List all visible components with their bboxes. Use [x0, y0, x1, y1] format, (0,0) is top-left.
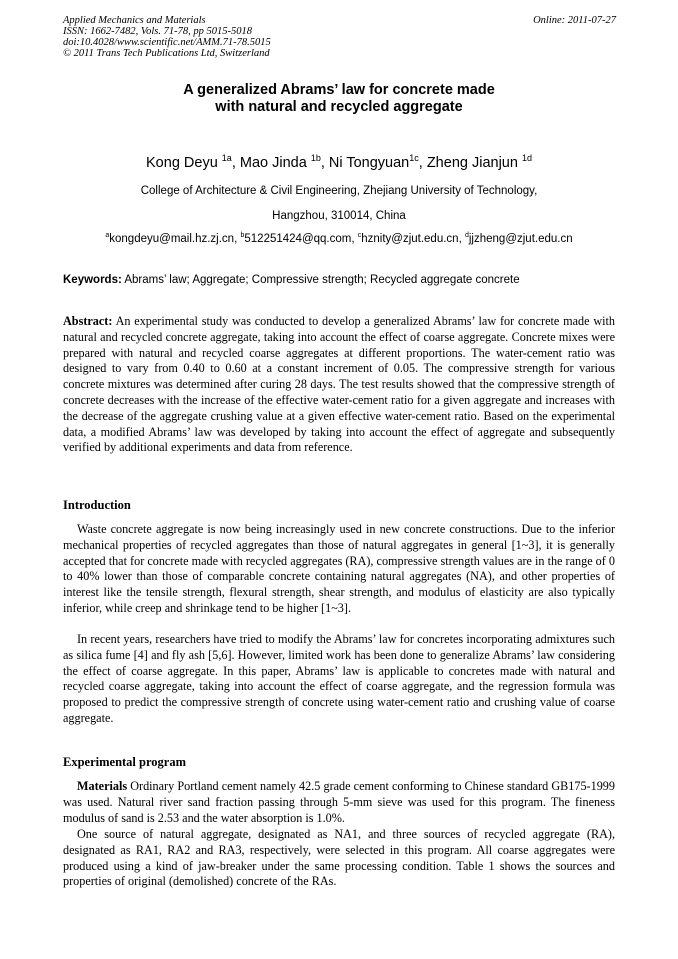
introduction-paragraph-1: Waste concrete aggregate is now being increasingly used in new concrete constructions. Due to the inferior mechanical properties of recycled aggregates than those of natural aggregates in general [1~3], it is generally accepted that for concrete made with recycled aggregates (RA), compressive strength values are in the range of 0 to 40% lower than those of comparable concrete containing natural aggregates (NA), and other properties of interest like the tensile strength, flexural strength, shear strength, and modulus of elasticity are also typically inferior, while creep and shrinkage tend to be higher [1~3].	[63, 522, 615, 615]
doi-line: doi:10.4028/www.scientific.net/AMM.71-78.5015	[63, 37, 271, 48]
author-list	[0, 154, 678, 172]
materials-paragraph	[63, 779, 615, 826]
author-sep: ,	[418, 155, 427, 171]
email-address: 512251424@qq.com,	[244, 233, 358, 245]
affiliation-line-2: Hangzhou, 310014, China	[272, 210, 406, 222]
keywords	[63, 273, 520, 287]
email-address: kongdeyu@mail.hz.zj.cn,	[109, 233, 241, 245]
author-name: Kong Deyu	[146, 155, 222, 171]
online-date: Online: 2011-07-27	[533, 15, 616, 26]
email-mark: b	[240, 232, 245, 240]
author-affil-mark: 1d	[521, 153, 532, 164]
email-address: hznity@zjut.edu.cn,	[361, 233, 465, 245]
email-mark: a	[105, 232, 110, 240]
aggregate-paragraph: One source of natural aggregate, designated as NA1, and three sources of recycled aggregate (RA), designated as RA1, RA2 and RA3, respectively, were selected in this program. All coarse aggregates were produced using a kind of jaw-breaker under the same processing condition. Table 1 shows the sources and properties of original (demolished) concrete of the RAs.	[63, 827, 615, 889]
email-address: jjzheng@zjut.edu.cn	[468, 233, 573, 245]
copyright-line: © 2011 Trans Tech Publications Ltd, Switzerland	[63, 48, 270, 59]
experimental-heading: Experimental program	[63, 755, 187, 769]
abstract-text: An experimental study was conducted to develop a generalized Abrams’ law for concrete made with natural and recycled concrete aggregate, taking into account the effect of coarse aggregate. Concrete mixes were prepared with natural and recycled coarse aggregates at different proportions. The water-cement ratio was designed to vary from 0.40 to 0.60 at a constant increment of 0.05. The compressive strength for various concrete mixtures was determined after curing 28 days. The test results showed that the compressive strength of concrete decreases with the increase of the effective water-cement ratio for a given aggregate and increases with the decrease of the aggregate crushing value at a given effective water-cement ratio. Based on the experimental data, a modified Abrams’ law was developed by taking into account the effect of aggregate and subsequently verified by additional experiments and data from reference.	[63, 314, 615, 455]
abstract	[63, 314, 615, 456]
title-line-1: A generalized Abrams’ law for concrete made	[183, 82, 495, 98]
affiliation-line-1: College of Architecture & Civil Engineering, Zhejiang University of Technology,	[140, 185, 538, 197]
keywords-label: Keywords:	[63, 274, 122, 286]
author-name: Zheng Jianjun	[426, 155, 522, 171]
author-sep: ,	[320, 155, 329, 171]
materials-text: Ordinary Portland cement namely 42.5 grade cement conforming to Chinese standard GB175-1999 was used. Natural river sand fraction passing through 5-mm sieve was used for this program. The fineness modulus of sand is 2.53 and the water absorption is 1.0%.	[63, 779, 615, 825]
author-name: Ni Tongyuan	[328, 155, 410, 171]
email-mark: c	[357, 232, 362, 240]
email-list	[0, 232, 678, 246]
author-affil-mark: 1a	[221, 153, 232, 164]
paper-title	[0, 82, 678, 116]
materials-label: Materials	[77, 779, 128, 793]
introduction-heading: Introduction	[63, 498, 131, 512]
journal-header	[63, 15, 271, 59]
title-line-2: with natural and recycled aggregate	[215, 99, 463, 115]
author-affil-mark: 1c	[409, 153, 419, 164]
abstract-label: Abstract:	[63, 314, 113, 328]
author-affil-mark: 1b	[310, 153, 321, 164]
issn-line: ISSN: 1662-7482, Vols. 71-78, pp 5015-5018	[63, 26, 252, 37]
author-name: Mao Jinda	[239, 155, 311, 171]
author-sep: ,	[231, 155, 240, 171]
journal-name: Applied Mechanics and Materials	[63, 15, 206, 26]
introduction-paragraph-2: In recent years, researchers have tried to modify the Abrams’ law for concretes incorporating admixtures such as silica fume [4] and fly ash [5,6]. However, limited work has been done to generalize Abrams’ law considering the effect of coarse aggregate. In this paper, Abrams’ law is applicable to concretes made with natural and recycled coarse aggregate, taking into account the effect of coarse aggregate, and the regression formula was proposed to predict the compressive strength of concrete using water-cement ratio and crushing value of coarse aggregate.	[63, 632, 615, 725]
email-mark: d	[464, 232, 469, 240]
keywords-text: Abrams’ law; Aggregate; Compressive strength; Recycled aggregate concrete	[121, 274, 520, 286]
